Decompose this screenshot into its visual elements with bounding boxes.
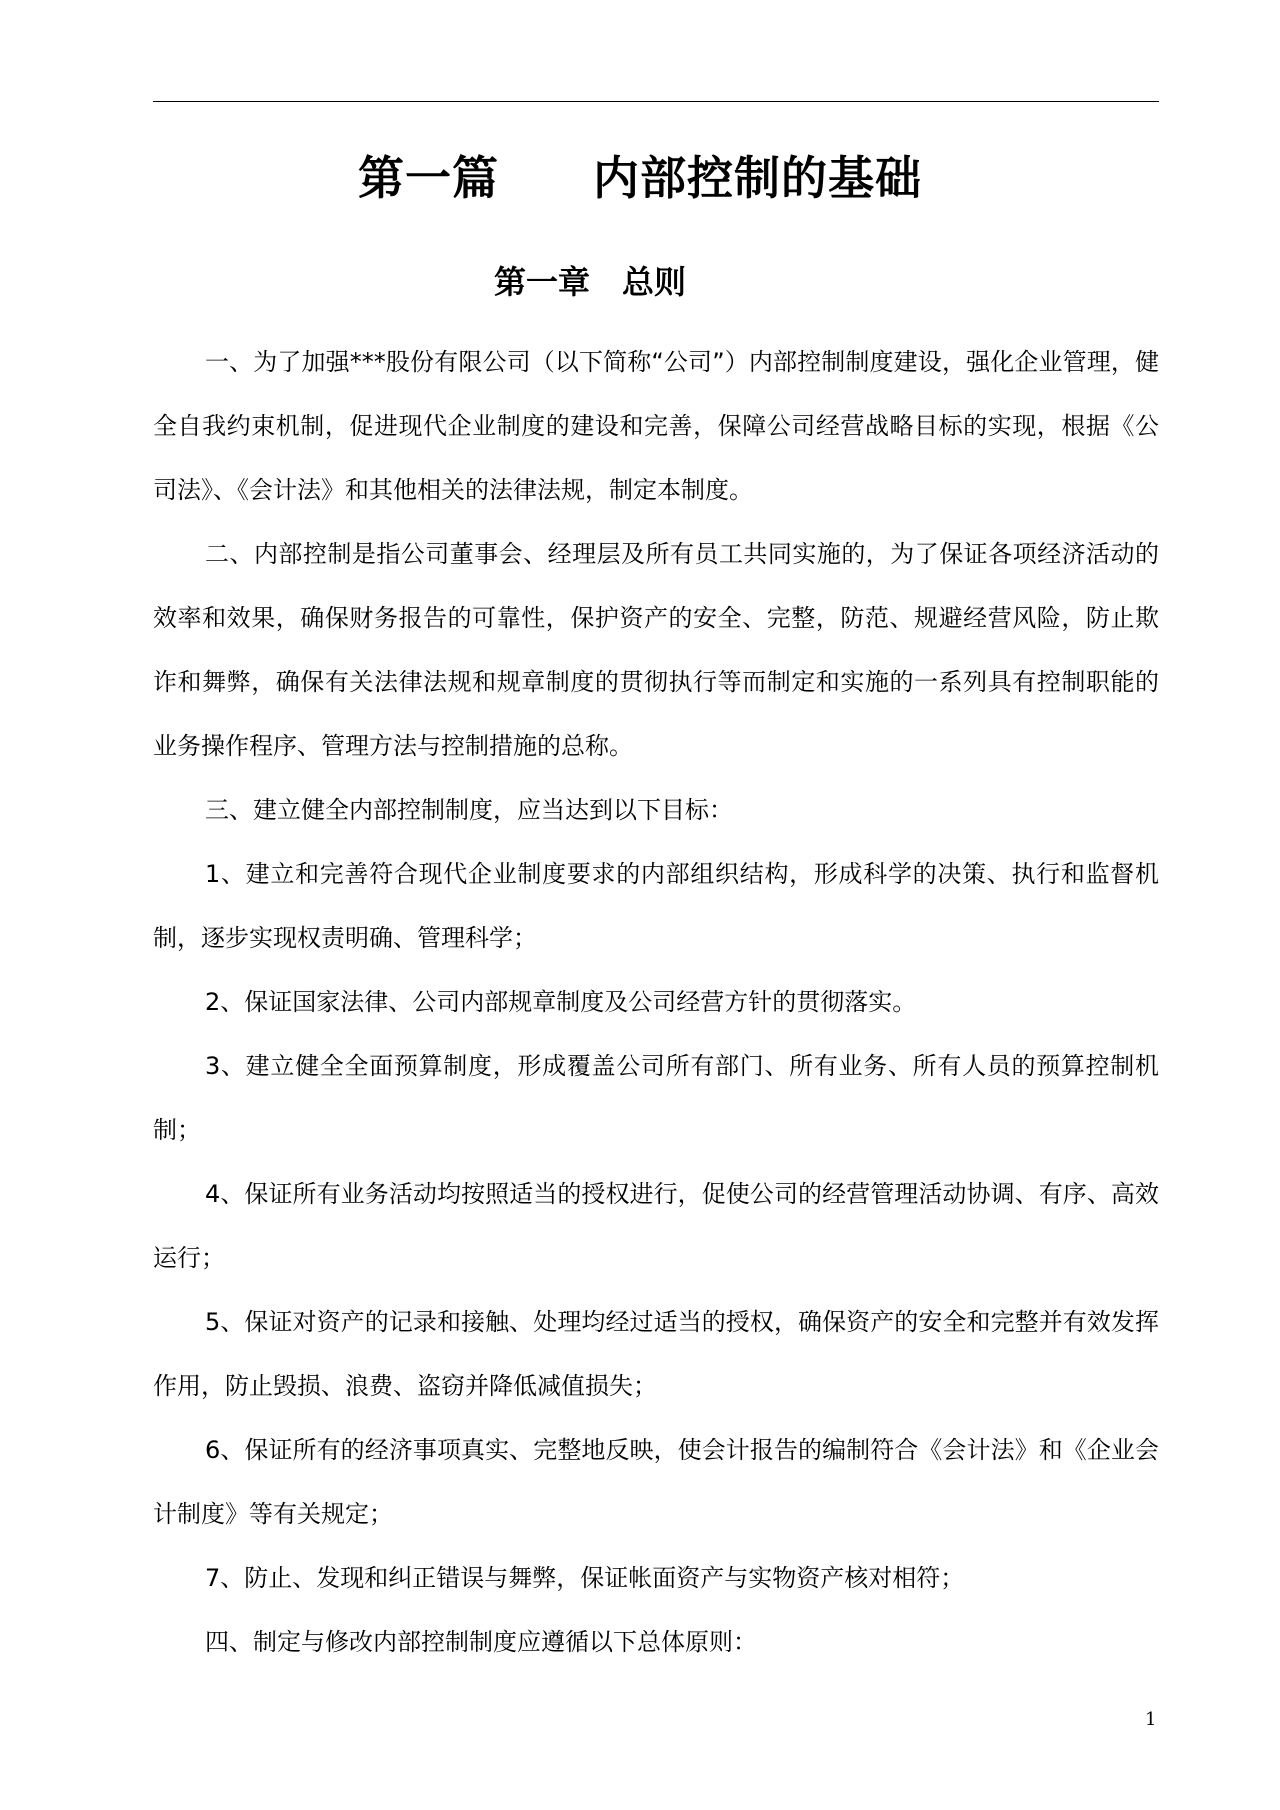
chapter-title: 第一章 总则 [493, 263, 686, 301]
paragraph: 二、内部控制是指公司董事会、经理层及所有员工共同实施的，为了保证各项经济活动的效率和效果，确保财务报告的可靠性，保护资产的安全、完整，防范、规避经营风险，防止欺诈和舞弊，确保有关法律法规和规章制度的贯彻执行等而制定和实施的一系列具有控制职能的业务操作程序、管理方法与控制措施的总称。 [153, 540, 1159, 760]
paragraph: 3、建立健全全面预算制度，形成覆盖公司所有部门、所有业务、所有人员的预算控制机制； [153, 1052, 1159, 1144]
header-rule [153, 101, 1159, 102]
part-title: 第一篇 内部控制的基础 [358, 151, 922, 205]
page-number: 1 [1145, 1709, 1157, 1730]
paragraph: 6、保证所有的经济事项真实、完整地反映，使会计报告的编制符合《会计法》和《企业会计制度》等有关规定； [153, 1436, 1159, 1528]
paragraph: 1、建立和完善符合现代企业制度要求的内部组织结构，形成科学的决策、执行和监督机制，逐步实现权责明确、管理科学； [153, 860, 1159, 952]
paragraph: 4、保证所有业务活动均按照适当的授权进行，促使公司的经营管理活动协调、有序、高效运行； [153, 1180, 1159, 1272]
paragraph: 三、建立健全内部控制制度，应当达到以下目标： [205, 796, 733, 824]
paragraph: 2、保证国家法律、公司内部规章制度及公司经营方针的贯彻落实。 [205, 988, 917, 1016]
paragraph: 7、防止、发现和纠正错误与舞弊，保证帐面资产与实物资产核对相符； [205, 1564, 965, 1592]
paragraph: 一、为了加强***股份有限公司（以下简称“公司”）内部控制制度建设，强化企业管理，健全自我约束机制，促进现代企业制度的建设和完善，保障公司经营战略目标的实现，根据《公司法》、《会计法》和其他相关的法律法规，制定本制度。 [153, 348, 1159, 504]
paragraph: 5、保证对资产的记录和接触、处理均经过适当的授权，确保资产的安全和完整并有效发挥作用，防止毁损、浪费、盗窃并降低减值损失； [153, 1308, 1159, 1400]
paragraph: 四、制定与修改内部控制制度应遵循以下总体原则： [205, 1628, 757, 1656]
body-text [153, 330, 1159, 1674]
